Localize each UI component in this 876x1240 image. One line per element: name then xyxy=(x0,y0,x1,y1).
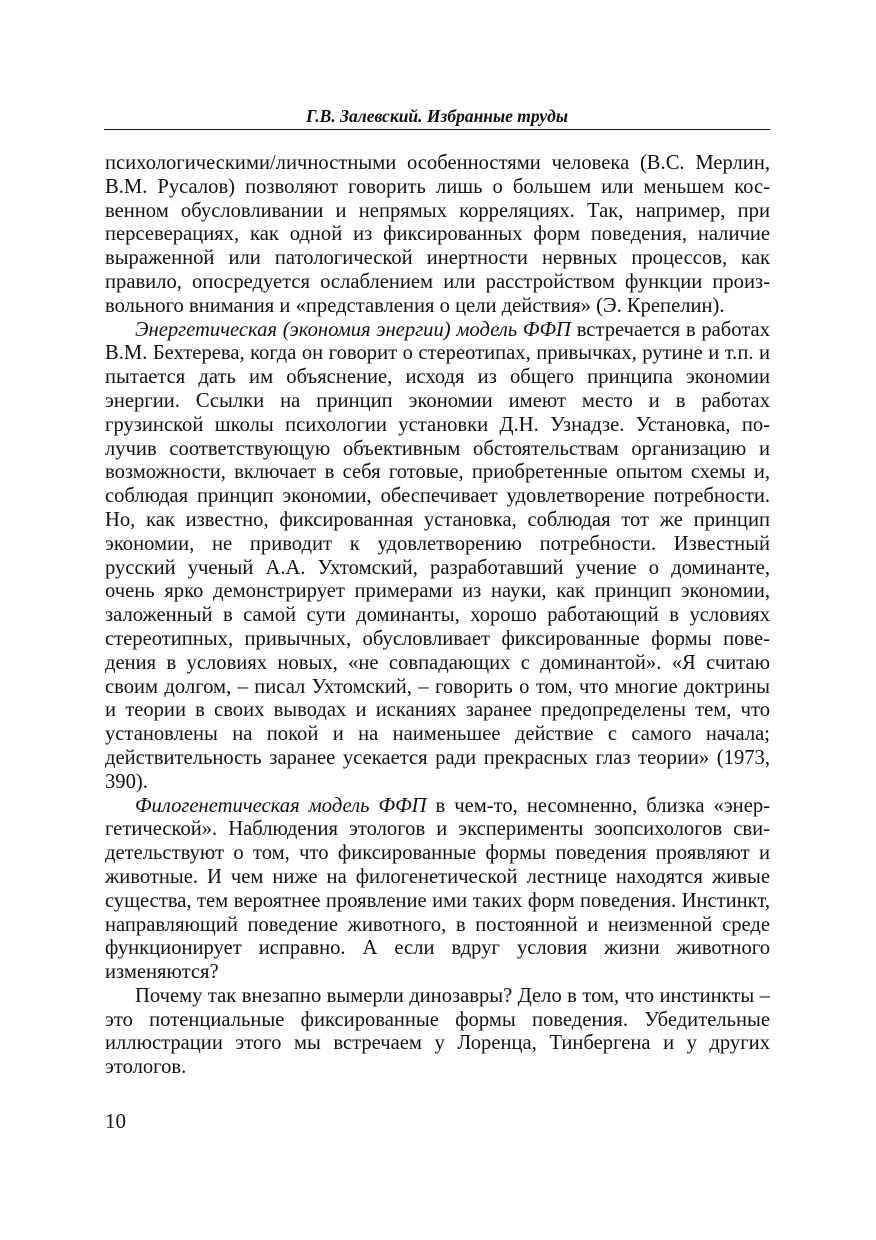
paragraph-1 xyxy=(105,152,770,319)
running-header: Г.В. Залевский. Избранные труды xyxy=(306,106,568,126)
body-text xyxy=(105,152,770,1080)
paragraph-2-italic-lead: Энергетическая (экономия энергии) модель ФФП xyxy=(135,318,571,341)
paragraph-4 xyxy=(105,985,770,1080)
paragraph-3-italic-lead: Филогенетическая модель ФФП xyxy=(135,794,427,817)
page-number: 10 xyxy=(105,1109,126,1133)
paragraph-1-text: психологическими/личностными особенностями человека (В.С. Мерлин, В.М. Русалов) позволяют говорить лишь о большем или меньшем косвенном обусловливании и непрямых корреляциях. Так, например, при персеверациях, как одной из фиксированных форм поведения, наличие выраженной или патологической инертности нервных процессов, как правило, опосредуется ослаблением или расстройством функции произвольного внимания и «представления о цели действия» (Э. Крепелин). xyxy=(105,152,770,317)
paragraph-4-text: Почему так внезапно вымерли динозавры? Дело в том, что инстинкты – это потенциальные фиксированные формы поведения. Убедительные иллюстрации этого мы встречаем у Лоренца, Тинбергена и у других этологов. xyxy=(105,984,770,1079)
paragraph-2-text: встречается в работах В.М. Бехтерева, когда он говорит о стереотипах, привычках, рутине и т.п. и пытается дать им объяснение, исходя из общего принципа экономии энергии. Ссылки на принцип экономии имеют место и в работах грузинской школы психологии установки Д.Н. Узнадзе. Установка, получив соответствующую объективным обстоятельствам организацию и возможности, включает в себя готовые, приобретенные опытом схемы и, соблюдая принцип экономии, обеспечивает удовлетворение потребности. Но, как известно, фиксированная установка, соблюдая тот же принцип экономии, не приводит к удовлетворению потребности. Известный русский ученый А.А. Ухтомский, разработавший учение о доминанте, очень ярко демонстрирует примерами из науки, как принцип экономии, заложенный в самой сути доминанты, хорошо работающий в условиях стереотипных, привычных, обусловливает фиксированные формы поведения в условиях новых, «не совпадающих с доминантой». «Я считаю своим долгом, – писал Ухтомский, – говорить о том, что многие доктрины и теории в своих выводах и исканиях заранее предопределены тем, что установлены на покой и на наименьшее действие с самого начала; действительность заранее усекается ради прекрасных глаз теории» (1973, 390). xyxy=(105,318,770,793)
paragraph-2 xyxy=(105,319,770,795)
paragraph-3 xyxy=(105,795,770,985)
paragraph-3-text: в чем-то, несомненно, близка «энергетической». Наблюдения этологов и эксперименты зоопсихологов свидетельствуют о том, что фиксированные формы поведения проявляют и животные. И чем ниже на филогенетической лестнице находятся живые существа, тем вероятнее проявление ими таких форм поведения. Инстинкт, направляющий поведение животного, в постоянной и неизменной среде функционирует исправно. А если вдруг условия жизни животного изменяются? xyxy=(105,794,770,984)
header-rule xyxy=(104,129,770,130)
